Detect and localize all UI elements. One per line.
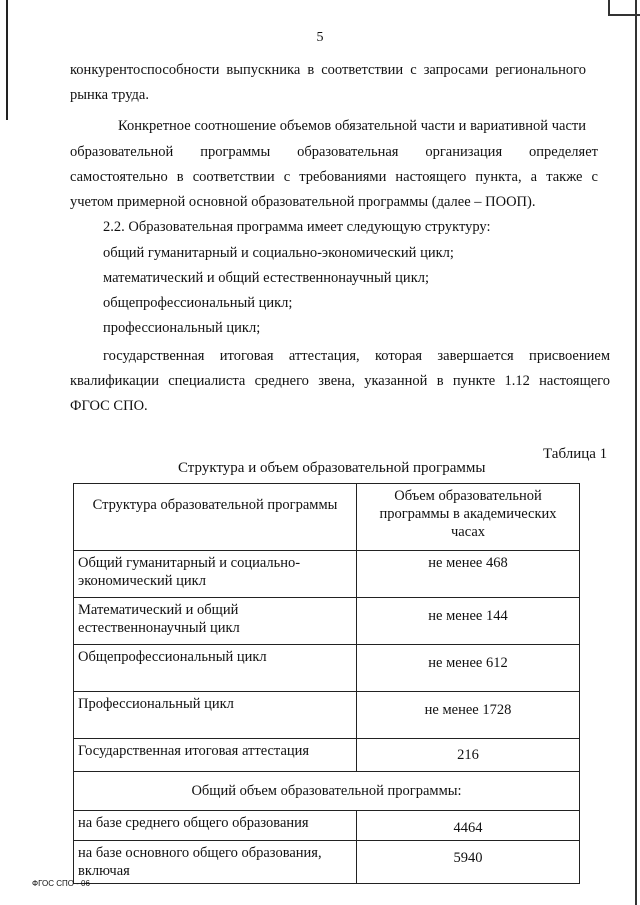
scan-edge-left: [6, 0, 8, 120]
list-item: общий гуманитарный и социально-экономический цикл;: [103, 245, 454, 261]
paragraph-line: Конкретное соотношение объемов обязательной части и вариативной части: [118, 118, 586, 134]
structure-table: [73, 483, 580, 884]
table-row: [74, 598, 580, 645]
header-cell-structure: Структура образовательной программы: [74, 484, 357, 551]
row-value: не менее 468: [357, 551, 580, 598]
list-item: общепрофессиональный цикл;: [103, 295, 293, 311]
page-footer: ФГОС СПО - 06: [32, 879, 90, 888]
table-row: [74, 811, 580, 841]
table-header-row: [74, 484, 580, 551]
header-cell-volume: Объем образовательной программы в академических часах: [357, 484, 580, 551]
paragraph-line: образовательной программы образовательная организация определяет: [70, 144, 598, 160]
paragraph-line: конкурентоспособности выпускника в соответствии с запросами регионального: [70, 62, 586, 78]
list-item: профессиональный цикл;: [103, 320, 261, 336]
table-row: [74, 645, 580, 692]
paragraph-line: квалификации специалиста среднего звена, указанной в пункте 1.12 настоящего: [70, 373, 610, 389]
table-row: [74, 551, 580, 598]
list-item: государственная итоговая аттестация, которая завершается присвоением: [103, 348, 610, 364]
page-number: 5: [316, 30, 324, 45]
row-value: не менее 1728: [357, 692, 580, 739]
row-name: Государственная итоговая аттестация: [74, 739, 357, 772]
table-title: Структура и объем образовательной программы: [178, 460, 486, 476]
row-value: не менее 612: [357, 645, 580, 692]
row-name: Общий гуманитарный и социально-экономический цикл: [74, 551, 357, 598]
row-name: на базе основного общего образования, включая: [74, 841, 357, 884]
table-subheader-row: [74, 772, 580, 811]
paragraph-line: ФГОС СПО.: [70, 398, 148, 414]
row-value: 216: [357, 739, 580, 772]
row-name: на базе среднего общего образования: [74, 811, 357, 841]
paragraph-line: рынка труда.: [70, 87, 149, 103]
row-value: 4464: [357, 811, 580, 841]
table-label: Таблица 1: [543, 446, 608, 462]
row-name: Профессиональный цикл: [74, 692, 357, 739]
table-row: [74, 692, 580, 739]
table-row: [74, 739, 580, 772]
subheader-cell: Общий объем образовательной программы:: [74, 772, 580, 811]
scan-edge-corner: [608, 0, 640, 16]
list-item: математический и общий естественнонаучный цикл;: [103, 270, 430, 286]
row-name: Математический и общий естественнонаучный цикл: [74, 598, 357, 645]
row-value: 5940: [357, 841, 580, 884]
paragraph-line: самостоятельно в соответствии с требованиями настоящего пункта, а также с: [70, 169, 598, 185]
scan-edge-right: [635, 0, 637, 905]
row-name: Общепрофессиональный цикл: [74, 645, 357, 692]
row-value: не менее 144: [357, 598, 580, 645]
table-row: [74, 841, 580, 884]
paragraph-line: 2.2. Образовательная программа имеет следующую структуру:: [103, 219, 491, 235]
paragraph-line: учетом примерной основной образовательной программы (далее – ПООП).: [70, 194, 536, 210]
